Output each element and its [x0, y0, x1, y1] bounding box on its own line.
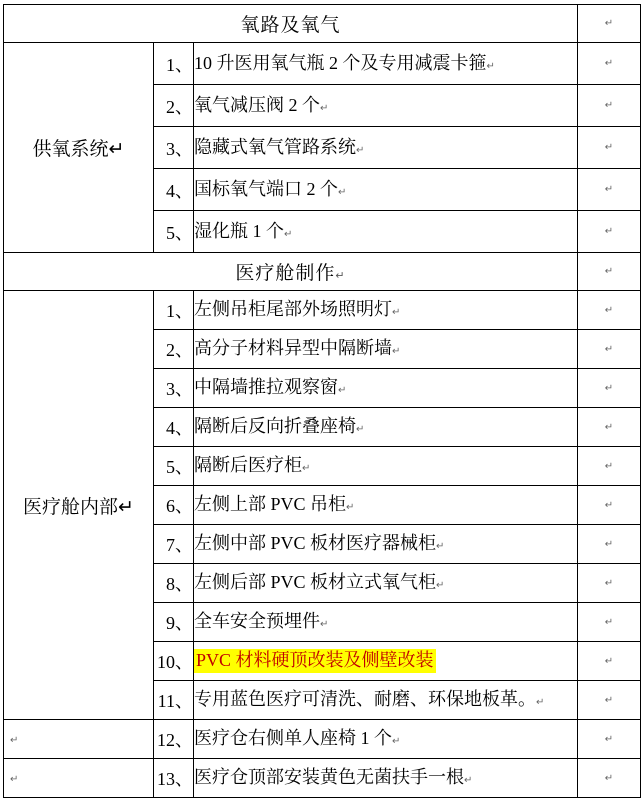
row-note-cell	[578, 525, 641, 564]
row-note-cell	[578, 43, 641, 85]
note-mark: ↵	[604, 694, 614, 706]
row-number-cell	[154, 642, 194, 681]
row-item-text: 医疗仓顶部安装黄色无菌扶手一根	[194, 767, 464, 788]
row-number-text: 12、	[157, 730, 193, 750]
table-row	[4, 291, 641, 330]
note-mark: ↵	[604, 100, 614, 111]
row-number-text: 6、	[166, 496, 193, 516]
row-mark: ↵	[436, 541, 445, 553]
group-blank-cell	[4, 759, 154, 798]
row-item-text: 左侧后部 PVC 板材立式氧气柜	[194, 572, 437, 593]
row-number-cell	[154, 447, 194, 486]
note-mark: ↵	[604, 142, 614, 153]
row-number-text: 4、	[166, 418, 193, 438]
row-number-cell	[154, 127, 194, 169]
row-mark: ↵	[392, 307, 401, 319]
row-item-text: 医疗仓右侧单人座椅 1 个	[194, 728, 392, 749]
row-item-cell	[194, 369, 578, 408]
row-number-text: 1、	[166, 54, 193, 75]
row-number-text: 4、	[166, 180, 193, 201]
row-note-cell	[578, 408, 641, 447]
table-row	[4, 43, 641, 85]
row-mark: ↵	[320, 619, 329, 631]
row-mark: ↵	[302, 463, 311, 475]
row-note-cell	[578, 720, 641, 759]
section-title-text: 医疗舱制作	[235, 263, 336, 284]
row-number-text: 3、	[166, 379, 193, 399]
row-item-cell	[194, 447, 578, 486]
note-mark: ↵	[604, 343, 614, 355]
row-mark: ↵	[392, 736, 401, 748]
row-number-cell	[154, 169, 194, 211]
row-item-cell	[194, 603, 578, 642]
note-mark: ↵	[604, 577, 614, 589]
row-mark: ↵	[338, 385, 347, 397]
row-note-cell	[578, 330, 641, 369]
row-number-cell	[154, 85, 194, 127]
row-number-text: 13、	[157, 769, 193, 789]
row-item-text: 国标氧气端口 2 个	[194, 178, 338, 199]
row-item-text: 左侧中部 PVC 板材医疗器械柜	[194, 533, 437, 554]
table-row	[4, 759, 641, 798]
note-mark: ↵	[604, 499, 614, 511]
row-number-text: 11、	[157, 691, 193, 711]
note-mark: ↵	[604, 421, 614, 433]
row-item-text: 湿化瓶 1 个	[194, 220, 284, 241]
section-mark: ↵	[335, 270, 346, 282]
row-item-cell	[194, 564, 578, 603]
group-label-text: 医疗舱内部	[23, 496, 119, 518]
section-header-row	[4, 5, 641, 43]
note-mark: ↵	[604, 184, 614, 195]
note-mark: ↵	[604, 382, 614, 394]
row-item-text: 隔断后医疗柜	[194, 455, 302, 476]
note-mark: ↵	[604, 304, 614, 316]
row-number-cell	[154, 603, 194, 642]
row-item-text: 10 升医用氧气瓶 2 个及专用减震卡箍	[194, 52, 487, 73]
row-mark: ↵	[464, 775, 473, 787]
row-item-cell	[194, 525, 578, 564]
row-item-cell	[194, 681, 578, 720]
section-title-cell	[4, 5, 578, 43]
row-note-cell	[578, 603, 641, 642]
row-item-cell	[194, 759, 578, 798]
row-number-text: 5、	[166, 457, 193, 477]
row-note-cell	[578, 369, 641, 408]
section-note-cell	[578, 253, 641, 291]
row-item-cell	[194, 211, 578, 253]
group-blank-cell	[4, 720, 154, 759]
row-item-cell	[194, 291, 578, 330]
row-number-text: 9、	[166, 613, 193, 633]
row-item-text: 左侧吊柜尾部外场照明灯	[194, 299, 392, 320]
group-mark: ↵	[108, 139, 125, 160]
group-label-cell	[4, 43, 154, 253]
row-number-cell	[154, 291, 194, 330]
note-mark: ↵	[604, 733, 614, 745]
group-mark: ↵	[10, 774, 19, 785]
row-number-cell	[154, 720, 194, 759]
row-number-text: 2、	[166, 340, 193, 360]
specification-table	[3, 4, 641, 798]
note-mark: ↵	[604, 772, 614, 784]
row-number-cell	[154, 564, 194, 603]
row-mark: ↵	[486, 60, 495, 72]
row-item-text: 隐藏式氧气管路系统	[194, 136, 356, 157]
section-title-text: 氧路及氧气	[240, 15, 341, 36]
row-item-cell	[194, 127, 578, 169]
row-item-cell	[194, 720, 578, 759]
row-number-text: 10、	[157, 652, 193, 672]
section-header-row	[4, 253, 641, 291]
row-mark: ↵	[392, 346, 401, 358]
row-item-cell	[194, 486, 578, 525]
row-item-text: 专用蓝色医疗可清洗、耐磨、环保地板革。	[194, 689, 536, 710]
note-mark: ↵	[604, 460, 614, 472]
row-note-cell	[578, 211, 641, 253]
row-mark: ↵	[356, 424, 365, 436]
row-item-cell	[194, 642, 578, 681]
row-mark: ↵	[320, 102, 329, 114]
row-number-cell	[154, 369, 194, 408]
row-mark: ↵	[436, 580, 445, 592]
row-number-cell	[154, 211, 194, 253]
row-note-cell	[578, 127, 641, 169]
row-note-cell	[578, 486, 641, 525]
row-item-text-highlighted: PVC 材料硬顶改装及侧壁改装	[194, 649, 436, 673]
note-mark: ↵	[604, 266, 614, 277]
row-note-cell	[578, 447, 641, 486]
row-number-cell	[154, 43, 194, 85]
row-number-text: 7、	[166, 535, 193, 555]
section-title-cell	[4, 253, 578, 291]
row-number-cell	[154, 681, 194, 720]
row-note-cell	[578, 169, 641, 211]
group-mark: ↵	[10, 735, 19, 746]
row-number-text: 5、	[166, 222, 193, 243]
note-mark: ↵	[604, 18, 614, 29]
note-mark: ↵	[604, 538, 614, 550]
row-note-cell	[578, 291, 641, 330]
note-mark: ↵	[604, 616, 614, 628]
row-number-cell	[154, 408, 194, 447]
table-row	[4, 720, 641, 759]
note-mark: ↵	[604, 655, 614, 667]
row-item-cell	[194, 169, 578, 211]
row-item-cell	[194, 330, 578, 369]
row-item-text: 隔断后反向折叠座椅	[194, 416, 356, 437]
row-number-text: 8、	[166, 574, 193, 594]
group-label-cell	[4, 291, 154, 720]
row-note-cell	[578, 85, 641, 127]
row-item-text: 氧气减压阀 2 个	[194, 94, 320, 115]
row-item-text: 高分子材料异型中隔断墙	[194, 338, 392, 359]
row-item-text: 全车安全预埋件	[194, 611, 320, 632]
row-number-cell	[154, 486, 194, 525]
section-note-cell	[578, 5, 641, 43]
note-mark: ↵	[604, 226, 614, 237]
row-note-cell	[578, 759, 641, 798]
row-item-cell	[194, 408, 578, 447]
document-page	[0, 4, 643, 810]
row-number-text: 1、	[166, 301, 193, 321]
row-mark: ↵	[284, 228, 293, 240]
note-mark: ↵	[604, 58, 614, 69]
row-number-text: 3、	[166, 138, 193, 159]
row-note-cell	[578, 642, 641, 681]
row-mark: ↵	[338, 186, 347, 198]
row-note-cell	[578, 681, 641, 720]
row-item-text: 中隔墙推拉观察窗	[194, 377, 338, 398]
row-mark: ↵	[356, 144, 365, 156]
row-item-cell	[194, 43, 578, 85]
row-number-cell	[154, 330, 194, 369]
row-number-cell	[154, 759, 194, 798]
row-note-cell	[578, 564, 641, 603]
group-mark: ↵	[118, 496, 134, 518]
row-item-cell	[194, 85, 578, 127]
row-mark: ↵	[346, 502, 355, 514]
row-item-text: 左侧上部 PVC 吊柜	[194, 494, 347, 515]
row-number-cell	[154, 525, 194, 564]
row-mark: ↵	[536, 697, 545, 709]
group-label-text: 供氧系统	[32, 139, 109, 160]
row-number-text: 2、	[166, 96, 193, 117]
